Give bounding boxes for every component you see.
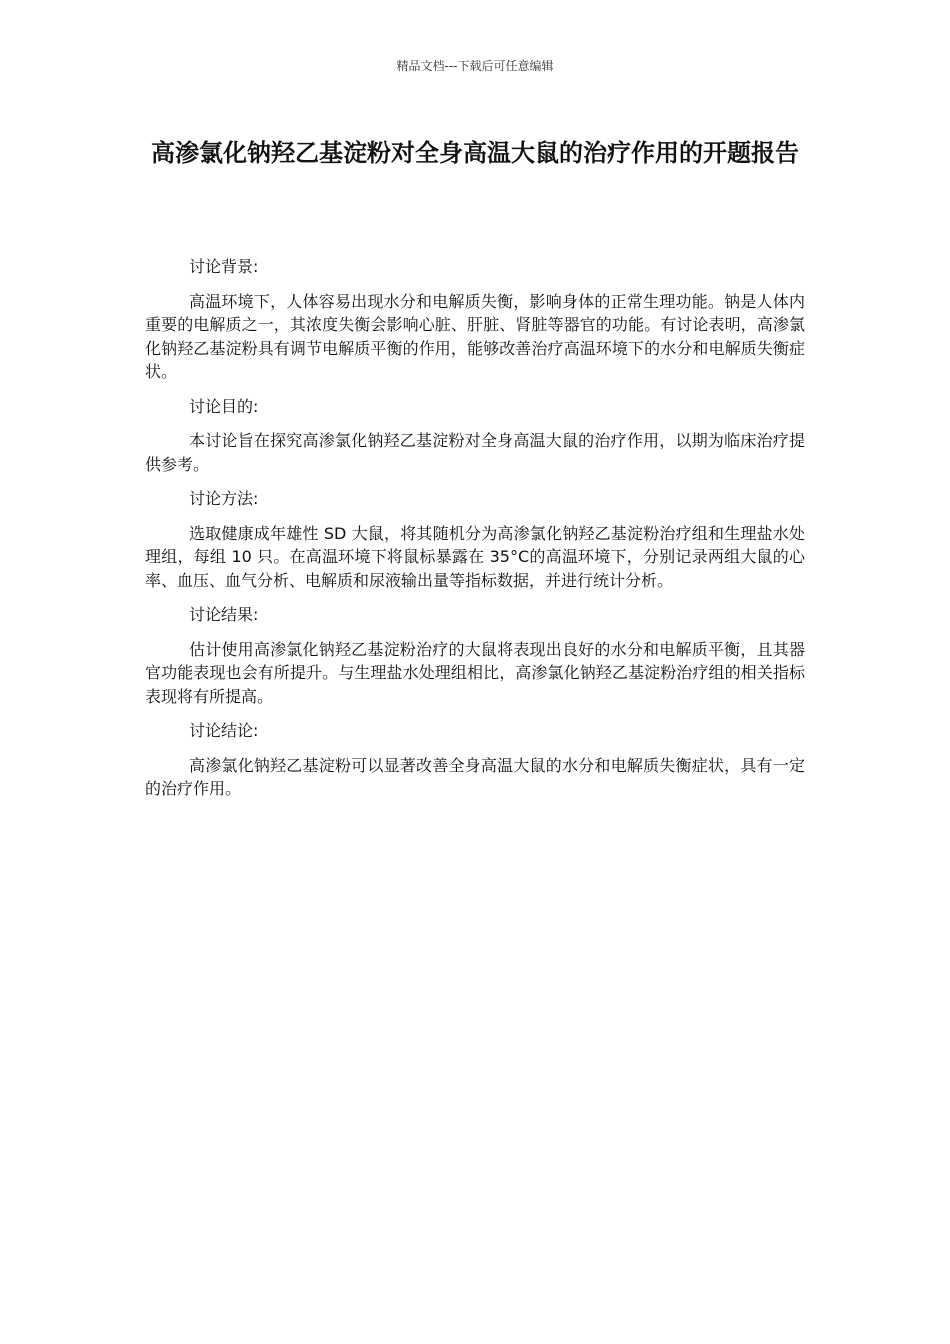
section-paragraph-methods: 选取健康成年雄性 SD 大鼠，将其随机分为高渗氯化钠羟乙基淀粉治疗组和生理盐水处理组，每组 10 只。在高温环境下将鼠标暴露在 35°C的高温环境下，分别记录两组大鼠的心率、血压、血气分析、电解质和尿液输出量等指标数据，并进行统计分析。 [145, 523, 805, 590]
section-paragraph-conclusion: 高渗氯化钠羟乙基淀粉可以显著改善全身高温大鼠的水分和电解质失衡症状，具有一定的治疗作用。 [145, 755, 805, 798]
document-body [145, 255, 805, 812]
section-heading-conclusion: 讨论结论: [189, 721, 259, 740]
section-heading-methods: 讨论方法: [189, 489, 259, 508]
document-title: 高渗氯化钠羟乙基淀粉对全身高温大鼠的治疗作用的开题报告 [151, 139, 799, 167]
section-paragraph-purpose: 本讨论旨在探究高渗氯化钠羟乙基淀粉对全身高温大鼠的治疗作用，以期为临床治疗提供参考。 [145, 431, 805, 474]
section-paragraph-background: 高温环境下，人体容易出现水分和电解质失衡，影响身体的正常生理功能。钠是人体内重要的电解质之一，其浓度失衡会影响心脏、肝脏、肾脏等器官的功能。有讨论表明，高渗氯化钠羟乙基淀粉具有调节电解质平衡的作用，能够改善治疗高温环境下的水分和电解质失衡症状。 [145, 291, 805, 381]
section-heading-purpose: 讨论目的: [189, 396, 259, 416]
section-heading-background: 讨论背景: [189, 257, 259, 276]
section-paragraph-results: 估计使用高渗氯化钠羟乙基淀粉治疗的大鼠将表现出良好的水分和电解质平衡，且其器官功能表现也会有所提升。与生理盐水处理组相比，高渗氯化钠羟乙基淀粉治疗组的相关指标表现将有所提高。 [145, 639, 805, 706]
header-note: 精品文档---下载后可任意编辑 [396, 59, 554, 73]
section-heading-results: 讨论结果: [189, 605, 259, 624]
